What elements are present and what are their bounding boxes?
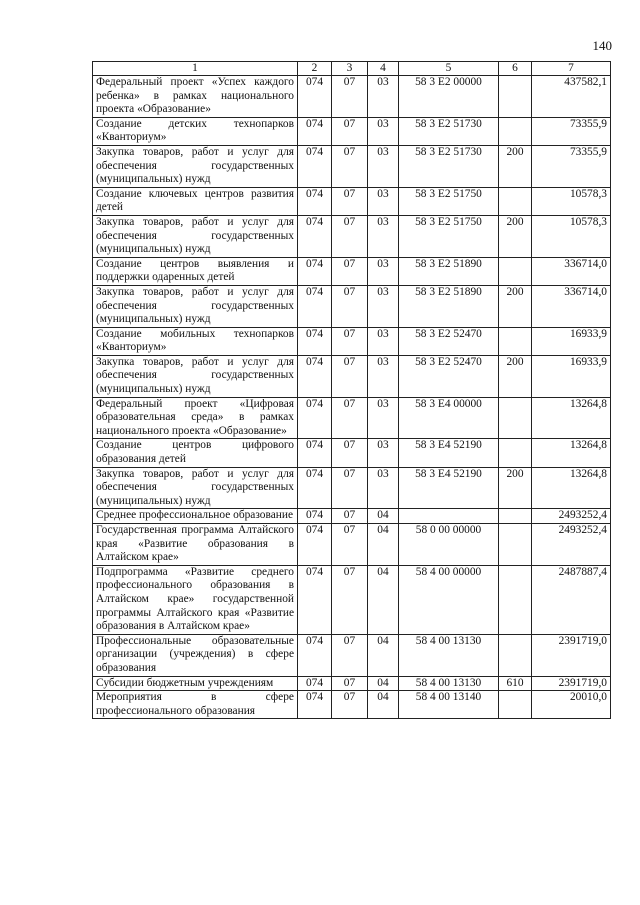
amount-cell: 2493252,4 xyxy=(532,524,611,566)
amount-cell: 2391719,0 xyxy=(532,676,611,691)
expense-type-cell: 200 xyxy=(499,215,532,257)
row-name-cell: Государственная программа Алтайского края «Развитие образования в Алтайском крае» xyxy=(93,524,298,566)
table-row xyxy=(93,257,611,285)
amount-cell: 13264,8 xyxy=(532,397,611,439)
grbs-code-cell: 074 xyxy=(298,145,332,187)
grbs-code-cell: 074 xyxy=(298,76,332,118)
subsection-code-cell: 03 xyxy=(368,187,399,215)
grbs-code-cell: 074 xyxy=(298,439,332,467)
row-name-cell: Мероприятия в сфере профессионального образования xyxy=(93,691,298,719)
target-article-cell: 58 4 00 13130 xyxy=(399,676,499,691)
expense-type-cell xyxy=(499,397,532,439)
table-row xyxy=(93,76,611,118)
row-name-cell: Закупка товаров, работ и услуг для обеспечения государственных (муниципальных) нужд xyxy=(93,467,298,509)
target-article-cell: 58 3 E4 00000 xyxy=(399,397,499,439)
target-article-cell: 58 3 E2 51750 xyxy=(399,215,499,257)
table-row xyxy=(93,285,611,327)
amount-cell: 2493252,4 xyxy=(532,509,611,524)
amount-cell: 336714,0 xyxy=(532,285,611,327)
column-header: 6 xyxy=(499,62,532,76)
expense-type-cell xyxy=(499,327,532,355)
target-article-cell: 58 3 E2 51750 xyxy=(399,187,499,215)
section-code-cell: 07 xyxy=(332,634,368,676)
table-row xyxy=(93,215,611,257)
row-name-cell: Среднее профессиональное образование xyxy=(93,509,298,524)
row-name-cell: Подпрограмма «Развитие среднего профессионального образования в Алтайском крае» государственной программы Алтайского края «Развитие образования в Алтайском крае» xyxy=(93,565,298,634)
row-name-cell: Создание центров выявления и поддержки одаренных детей xyxy=(93,257,298,285)
expense-type-cell xyxy=(499,257,532,285)
grbs-code-cell: 074 xyxy=(298,467,332,509)
target-article-cell xyxy=(399,509,499,524)
row-name-cell: Создание мобильных технопарков «Кванториум» xyxy=(93,327,298,355)
section-code-cell: 07 xyxy=(332,691,368,719)
amount-cell: 10578,3 xyxy=(532,215,611,257)
grbs-code-cell: 074 xyxy=(298,634,332,676)
section-code-cell: 07 xyxy=(332,187,368,215)
section-code-cell: 07 xyxy=(332,257,368,285)
target-article-cell: 58 3 E2 51730 xyxy=(399,145,499,187)
table-row xyxy=(93,145,611,187)
page-number: 140 xyxy=(592,38,612,53)
table-row xyxy=(93,327,611,355)
row-name-cell: Создание ключевых центров развития детей xyxy=(93,187,298,215)
grbs-code-cell: 074 xyxy=(298,565,332,634)
section-code-cell: 07 xyxy=(332,76,368,118)
expense-type-cell xyxy=(499,691,532,719)
section-code-cell: 07 xyxy=(332,565,368,634)
subsection-code-cell: 03 xyxy=(368,117,399,145)
section-code-cell: 07 xyxy=(332,145,368,187)
subsection-code-cell: 03 xyxy=(368,467,399,509)
target-article-cell: 58 3 E2 51890 xyxy=(399,285,499,327)
section-code-cell: 07 xyxy=(332,439,368,467)
target-article-cell: 58 3 E4 52190 xyxy=(399,467,499,509)
target-article-cell: 58 4 00 13130 xyxy=(399,634,499,676)
expense-type-cell xyxy=(499,117,532,145)
table-row xyxy=(93,397,611,439)
target-article-cell: 58 3 E2 52470 xyxy=(399,327,499,355)
subsection-code-cell: 03 xyxy=(368,397,399,439)
column-header: 3 xyxy=(332,62,368,76)
column-header: 2 xyxy=(298,62,332,76)
section-code-cell: 07 xyxy=(332,676,368,691)
amount-cell: 2391719,0 xyxy=(532,634,611,676)
column-header: 7 xyxy=(532,62,611,76)
subsection-code-cell: 04 xyxy=(368,509,399,524)
amount-cell: 73355,9 xyxy=(532,117,611,145)
subsection-code-cell: 03 xyxy=(368,76,399,118)
amount-cell: 336714,0 xyxy=(532,257,611,285)
expense-type-cell xyxy=(499,565,532,634)
row-name-cell: Создание детских технопарков «Кванториум» xyxy=(93,117,298,145)
expense-type-cell: 200 xyxy=(499,355,532,397)
grbs-code-cell: 074 xyxy=(298,691,332,719)
amount-cell: 437582,1 xyxy=(532,76,611,118)
grbs-code-cell: 074 xyxy=(298,509,332,524)
grbs-code-cell: 074 xyxy=(298,327,332,355)
table-row xyxy=(93,355,611,397)
row-name-cell: Федеральный проект «Успех каждого ребенка» в рамках национального проекта «Образование» xyxy=(93,76,298,118)
expense-type-cell: 200 xyxy=(499,145,532,187)
subsection-code-cell: 03 xyxy=(368,355,399,397)
section-code-cell: 07 xyxy=(332,117,368,145)
table-row xyxy=(93,634,611,676)
table-row xyxy=(93,467,611,509)
expense-type-cell: 200 xyxy=(499,467,532,509)
expense-type-cell xyxy=(499,634,532,676)
section-code-cell: 07 xyxy=(332,215,368,257)
expense-type-cell xyxy=(499,439,532,467)
amount-cell: 16933,9 xyxy=(532,355,611,397)
table-row xyxy=(93,676,611,691)
grbs-code-cell: 074 xyxy=(298,187,332,215)
subsection-code-cell: 04 xyxy=(368,676,399,691)
amount-cell: 2487887,4 xyxy=(532,565,611,634)
grbs-code-cell: 074 xyxy=(298,355,332,397)
amount-cell: 10578,3 xyxy=(532,187,611,215)
target-article-cell: 58 0 00 00000 xyxy=(399,524,499,566)
subsection-code-cell: 03 xyxy=(368,439,399,467)
target-article-cell: 58 3 E2 52470 xyxy=(399,355,499,397)
grbs-code-cell: 074 xyxy=(298,117,332,145)
table-row xyxy=(93,691,611,719)
amount-cell: 13264,8 xyxy=(532,439,611,467)
table-row xyxy=(93,439,611,467)
row-name-cell: Создание центров цифрового образования детей xyxy=(93,439,298,467)
column-header: 1 xyxy=(93,62,298,76)
table-row xyxy=(93,509,611,524)
table-row xyxy=(93,117,611,145)
column-header: 5 xyxy=(399,62,499,76)
target-article-cell: 58 4 00 00000 xyxy=(399,565,499,634)
expense-type-cell xyxy=(499,524,532,566)
section-code-cell: 07 xyxy=(332,509,368,524)
target-article-cell: 58 3 E2 51730 xyxy=(399,117,499,145)
amount-cell: 73355,9 xyxy=(532,145,611,187)
row-name-cell: Субсидии бюджетным учреждениям xyxy=(93,676,298,691)
section-code-cell: 07 xyxy=(332,355,368,397)
subsection-code-cell: 04 xyxy=(368,524,399,566)
expense-type-cell xyxy=(499,187,532,215)
grbs-code-cell: 074 xyxy=(298,524,332,566)
table-row xyxy=(93,565,611,634)
row-name-cell: Закупка товаров, работ и услуг для обеспечения государственных (муниципальных) нужд xyxy=(93,285,298,327)
expense-type-cell xyxy=(499,509,532,524)
grbs-code-cell: 074 xyxy=(298,397,332,439)
column-header: 4 xyxy=(368,62,399,76)
amount-cell: 13264,8 xyxy=(532,467,611,509)
subsection-code-cell: 03 xyxy=(368,327,399,355)
subsection-code-cell: 04 xyxy=(368,565,399,634)
target-article-cell: 58 4 00 13140 xyxy=(399,691,499,719)
grbs-code-cell: 074 xyxy=(298,257,332,285)
subsection-code-cell: 04 xyxy=(368,691,399,719)
grbs-code-cell: 074 xyxy=(298,285,332,327)
expense-type-cell: 200 xyxy=(499,285,532,327)
subsection-code-cell: 03 xyxy=(368,145,399,187)
row-name-cell: Закупка товаров, работ и услуг для обеспечения государственных (муниципальных) нужд xyxy=(93,215,298,257)
grbs-code-cell: 074 xyxy=(298,676,332,691)
expense-type-cell: 610 xyxy=(499,676,532,691)
grbs-code-cell: 074 xyxy=(298,215,332,257)
section-code-cell: 07 xyxy=(332,467,368,509)
subsection-code-cell: 04 xyxy=(368,634,399,676)
row-name-cell: Профессиональные образовательные организации (учреждения) в сфере образования xyxy=(93,634,298,676)
subsection-code-cell: 03 xyxy=(368,285,399,327)
section-code-cell: 07 xyxy=(332,327,368,355)
amount-cell: 20010,0 xyxy=(532,691,611,719)
target-article-cell: 58 3 E4 52190 xyxy=(399,439,499,467)
amount-cell: 16933,9 xyxy=(532,327,611,355)
subsection-code-cell: 03 xyxy=(368,257,399,285)
section-code-cell: 07 xyxy=(332,524,368,566)
expense-type-cell xyxy=(499,76,532,118)
table-row xyxy=(93,524,611,566)
row-name-cell: Закупка товаров, работ и услуг для обеспечения государственных (муниципальных) нужд xyxy=(93,355,298,397)
budget-table xyxy=(92,61,611,719)
subsection-code-cell: 03 xyxy=(368,215,399,257)
section-code-cell: 07 xyxy=(332,285,368,327)
row-name-cell: Закупка товаров, работ и услуг для обеспечения государственных (муниципальных) нужд xyxy=(93,145,298,187)
table-body xyxy=(93,76,611,719)
section-code-cell: 07 xyxy=(332,397,368,439)
column-number-row xyxy=(93,62,611,76)
row-name-cell: Федеральный проект «Цифровая образовательная среда» в рамках национального проекта «Образование» xyxy=(93,397,298,439)
target-article-cell: 58 3 E2 00000 xyxy=(399,76,499,118)
table-row xyxy=(93,187,611,215)
target-article-cell: 58 3 E2 51890 xyxy=(399,257,499,285)
